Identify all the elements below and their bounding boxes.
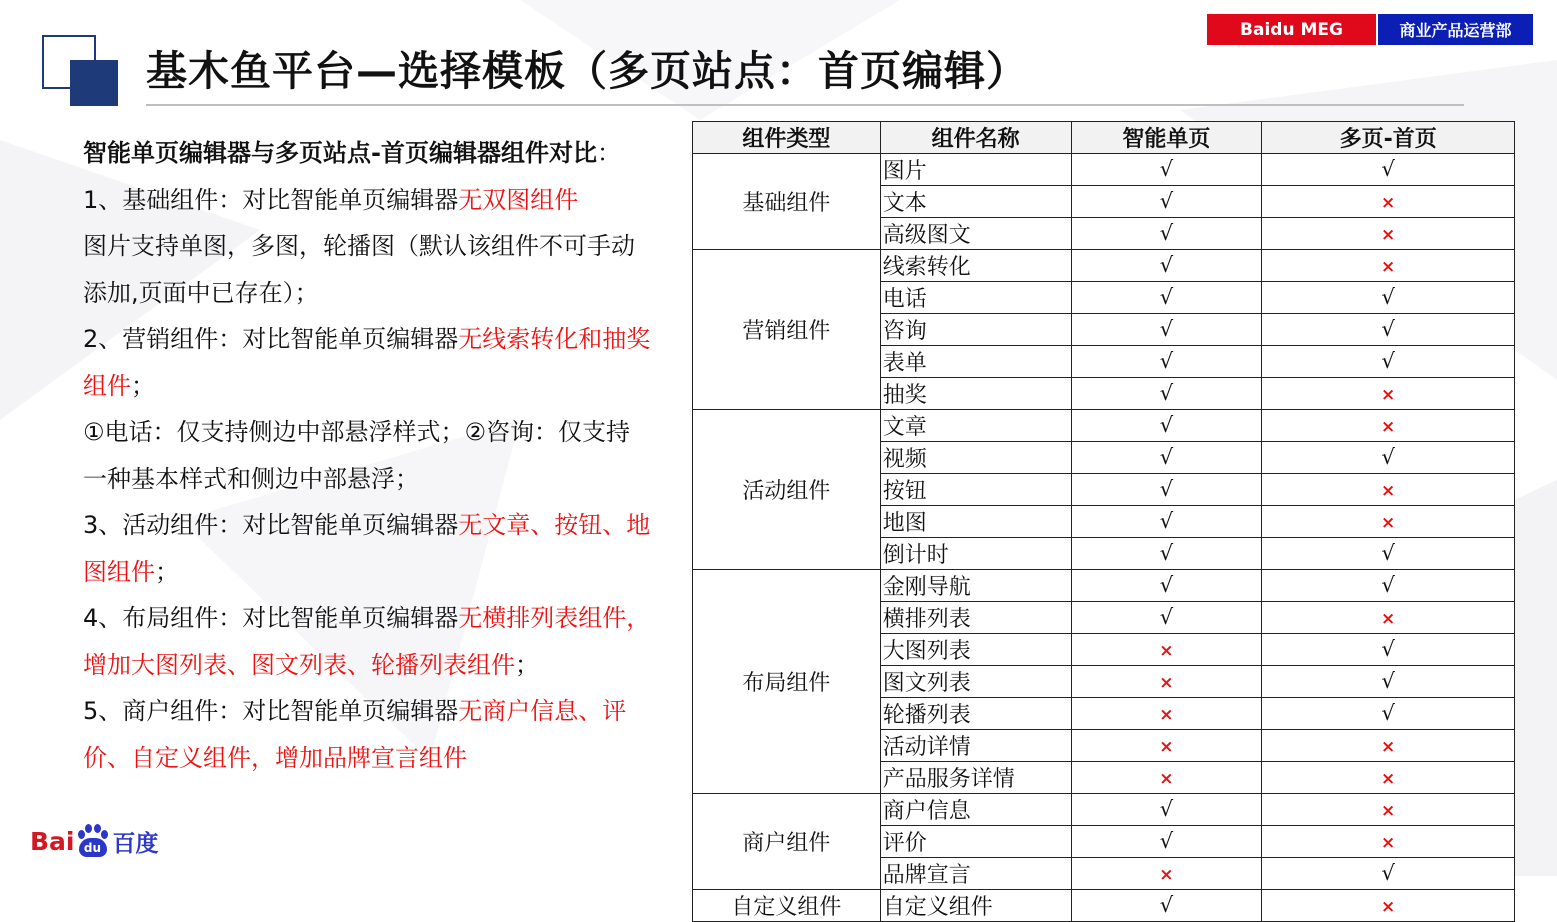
baidu-logo: Bai du 百度 <box>30 818 160 864</box>
page-title: 基木鱼平台—选择模板（多页站点：首页编辑） <box>146 47 1028 95</box>
multi-home-support-cell <box>1262 602 1515 634</box>
single-page-support-cell <box>1071 538 1262 570</box>
group-type-cell: 自定义组件 <box>693 890 881 922</box>
badge-baidu-meg: Baidu MEG <box>1207 14 1376 45</box>
component-name-cell: 文章 <box>880 410 1071 442</box>
multi-home-support-cell <box>1262 442 1515 474</box>
single-page-support-cell <box>1071 602 1262 634</box>
check-icon: √ <box>1159 253 1174 277</box>
note-item: 4、布局组件：对比智能单页编辑器无横排列表组件，增加大图列表、图文列表、轮播列表组件； <box>83 604 651 679</box>
check-icon: √ <box>1381 701 1395 725</box>
multi-home-support-cell <box>1262 346 1515 378</box>
note-item: 1、基础组件：对比智能单页编辑器无双图组件 <box>83 185 579 214</box>
check-icon: √ <box>1381 157 1395 181</box>
single-page-support-cell <box>1071 474 1262 506</box>
multi-home-support-cell <box>1262 474 1515 506</box>
cross-icon: × <box>1159 769 1174 789</box>
note-item: 图片支持单图，多图，轮播图（默认该组件不可手动添加,页面中已存在）； <box>83 232 635 307</box>
cross-icon: × <box>1159 641 1174 661</box>
multi-home-support-cell <box>1262 826 1515 858</box>
group-type-cell: 布局组件 <box>693 570 881 794</box>
multi-home-support-cell <box>1262 410 1515 442</box>
check-icon: √ <box>1381 317 1395 341</box>
header-single-page: 智能单页 <box>1071 122 1262 154</box>
component-name-cell: 线索转化 <box>880 250 1071 282</box>
component-name-cell: 商户信息 <box>880 794 1071 826</box>
component-name-cell: 横排列表 <box>880 602 1071 634</box>
check-icon: √ <box>1159 349 1174 373</box>
component-name-cell: 金刚导航 <box>880 570 1071 602</box>
single-page-support-cell <box>1071 154 1262 186</box>
multi-home-support-cell <box>1262 250 1515 282</box>
multi-home-support-cell <box>1262 794 1515 826</box>
single-page-support-cell <box>1071 698 1262 730</box>
single-page-support-cell <box>1071 762 1262 794</box>
single-page-support-cell <box>1071 346 1262 378</box>
component-name-cell: 自定义组件 <box>880 890 1071 922</box>
cross-icon: × <box>1381 481 1396 501</box>
cross-icon: × <box>1381 193 1396 213</box>
header-multi-home: 多页-首页 <box>1262 122 1515 154</box>
single-page-support-cell <box>1071 314 1262 346</box>
cross-icon: × <box>1381 385 1396 405</box>
cross-icon: × <box>1381 833 1396 853</box>
table-row <box>693 250 1515 282</box>
cross-icon: × <box>1159 737 1174 757</box>
check-icon: √ <box>1159 829 1174 853</box>
cross-icon: × <box>1381 769 1396 789</box>
single-page-support-cell <box>1071 570 1262 602</box>
check-icon: √ <box>1159 541 1174 565</box>
cross-icon: × <box>1381 257 1396 277</box>
single-page-support-cell <box>1071 442 1262 474</box>
component-name-cell: 地图 <box>880 506 1071 538</box>
title-divider <box>146 104 1464 106</box>
check-icon: √ <box>1381 285 1395 309</box>
group-type-cell: 活动组件 <box>693 410 881 570</box>
component-name-cell: 咨询 <box>880 314 1071 346</box>
check-icon: √ <box>1159 797 1174 821</box>
table-header-row <box>693 122 1515 154</box>
table-row <box>693 570 1515 602</box>
check-icon: √ <box>1381 637 1395 661</box>
single-page-support-cell <box>1071 666 1262 698</box>
group-type-cell: 营销组件 <box>693 250 881 410</box>
note-item: 5、商户组件：对比智能单页编辑器无商户信息、评价、自定义组件，增加品牌宣言组件 <box>83 697 627 772</box>
multi-home-support-cell <box>1262 154 1515 186</box>
group-type-cell: 商户组件 <box>693 794 881 890</box>
check-icon: √ <box>1159 221 1174 245</box>
component-name-cell: 高级图文 <box>880 218 1071 250</box>
single-page-support-cell <box>1071 186 1262 218</box>
single-page-support-cell <box>1071 794 1262 826</box>
check-icon: √ <box>1381 669 1395 693</box>
multi-home-support-cell <box>1262 378 1515 410</box>
cross-icon: × <box>1159 673 1174 693</box>
check-icon: √ <box>1159 285 1174 309</box>
single-page-support-cell <box>1071 410 1262 442</box>
note-item: 2、营销组件：对比智能单页编辑器无线索转化和抽奖组件； <box>83 325 651 400</box>
check-icon: √ <box>1159 381 1174 405</box>
component-name-cell: 抽奖 <box>880 378 1071 410</box>
multi-home-support-cell <box>1262 570 1515 602</box>
multi-home-support-cell <box>1262 762 1515 794</box>
cross-icon: × <box>1381 513 1396 533</box>
group-type-cell: 基础组件 <box>693 154 881 250</box>
check-icon: √ <box>1381 349 1395 373</box>
multi-home-support-cell <box>1262 634 1515 666</box>
badge-department: 商业产品运营部 <box>1378 14 1533 45</box>
multi-home-support-cell <box>1262 858 1515 890</box>
single-page-support-cell <box>1071 858 1262 890</box>
component-name-cell: 大图列表 <box>880 634 1071 666</box>
component-name-cell: 活动详情 <box>880 730 1071 762</box>
table-row <box>693 794 1515 826</box>
paw-icon: du <box>76 824 110 858</box>
check-icon: √ <box>1159 573 1174 597</box>
single-page-support-cell <box>1071 378 1262 410</box>
component-name-cell: 电话 <box>880 282 1071 314</box>
multi-home-support-cell <box>1262 698 1515 730</box>
note-item: ①电话：仅支持侧边中部悬浮样式；②咨询：仅支持一种基本样式和侧边中部悬浮； <box>83 418 631 493</box>
check-icon: √ <box>1381 445 1395 469</box>
multi-home-support-cell <box>1262 666 1515 698</box>
cross-icon: × <box>1381 897 1396 917</box>
component-name-cell: 表单 <box>880 346 1071 378</box>
check-icon: √ <box>1159 317 1174 341</box>
cross-icon: × <box>1381 737 1396 757</box>
check-icon: √ <box>1159 445 1174 469</box>
component-name-cell: 品牌宣言 <box>880 858 1071 890</box>
component-name-cell: 倒计时 <box>880 538 1071 570</box>
component-name-cell: 轮播列表 <box>880 698 1071 730</box>
table-row <box>693 154 1515 186</box>
component-name-cell: 图文列表 <box>880 666 1071 698</box>
single-page-support-cell <box>1071 218 1262 250</box>
multi-home-support-cell <box>1262 218 1515 250</box>
single-page-support-cell <box>1071 634 1262 666</box>
cross-icon: × <box>1381 609 1396 629</box>
cross-icon: × <box>1159 865 1174 885</box>
multi-home-support-cell <box>1262 282 1515 314</box>
cross-icon: × <box>1381 225 1396 245</box>
multi-home-support-cell <box>1262 890 1515 922</box>
cross-icon: × <box>1381 801 1396 821</box>
check-icon: √ <box>1159 157 1174 181</box>
intro-text: 智能单页编辑器与多页站点-首页编辑器组件对比 <box>83 139 597 167</box>
check-icon: √ <box>1159 477 1174 501</box>
single-page-support-cell <box>1071 730 1262 762</box>
intro-line: 智能单页编辑器与多页站点-首页编辑器组件对比： <box>83 139 621 167</box>
single-page-support-cell <box>1071 282 1262 314</box>
note-item: 3、活动组件：对比智能单页编辑器无文章、按钮、地图组件； <box>83 511 651 586</box>
single-page-support-cell <box>1071 826 1262 858</box>
component-name-cell: 产品服务详情 <box>880 762 1071 794</box>
table-row <box>693 890 1515 922</box>
header-type: 组件类型 <box>693 122 881 154</box>
multi-home-support-cell <box>1262 314 1515 346</box>
cross-icon: × <box>1381 417 1396 437</box>
multi-home-support-cell <box>1262 186 1515 218</box>
check-icon: √ <box>1381 573 1395 597</box>
comparison-notes <box>83 130 653 781</box>
component-name-cell: 评价 <box>880 826 1071 858</box>
component-comparison-table <box>692 121 1515 922</box>
multi-home-support-cell <box>1262 730 1515 762</box>
check-icon: √ <box>1381 541 1395 565</box>
component-name-cell: 文本 <box>880 186 1071 218</box>
single-page-support-cell <box>1071 890 1262 922</box>
component-name-cell: 按钮 <box>880 474 1071 506</box>
component-name-cell: 图片 <box>880 154 1071 186</box>
header-name: 组件名称 <box>880 122 1071 154</box>
component-name-cell: 视频 <box>880 442 1071 474</box>
check-icon: √ <box>1159 189 1174 213</box>
check-icon: √ <box>1381 861 1395 885</box>
check-icon: √ <box>1159 893 1174 917</box>
single-page-support-cell <box>1071 506 1262 538</box>
logo-square-fill <box>70 60 118 106</box>
multi-home-support-cell <box>1262 506 1515 538</box>
table-row <box>693 410 1515 442</box>
single-page-support-cell <box>1071 250 1262 282</box>
check-icon: √ <box>1159 605 1174 629</box>
cross-icon: × <box>1159 705 1174 725</box>
check-icon: √ <box>1159 413 1174 437</box>
check-icon: √ <box>1159 509 1174 533</box>
multi-home-support-cell <box>1262 538 1515 570</box>
